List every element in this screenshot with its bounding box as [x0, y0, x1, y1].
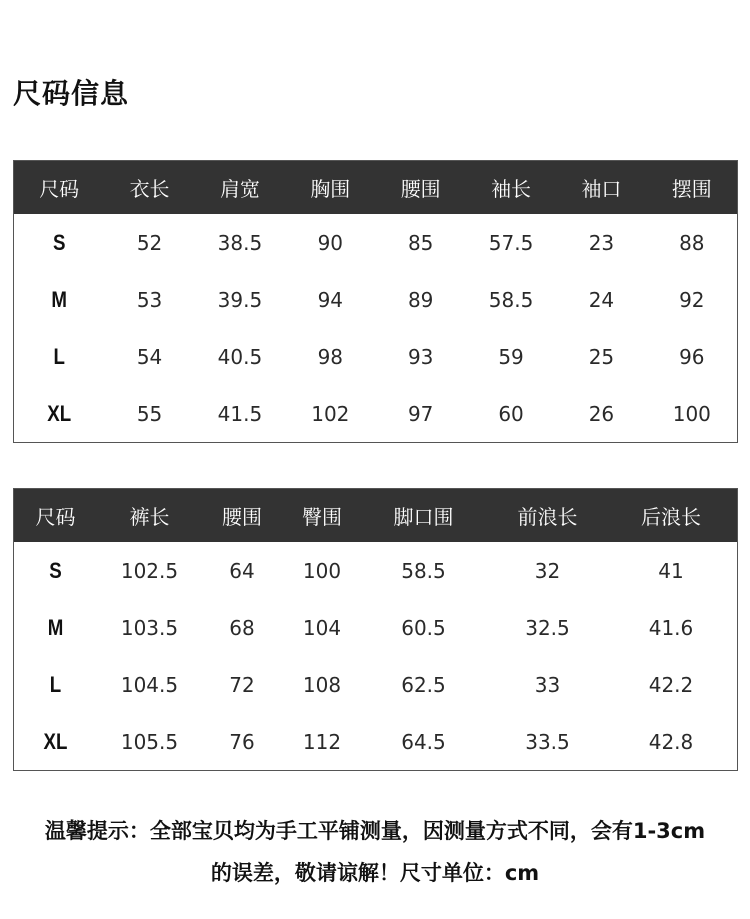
column-header: 尺码 [35, 505, 76, 529]
column-header: 肩宽 [219, 177, 260, 201]
table-cell: 103.5 [120, 615, 179, 640]
column-header: 脚口围 [393, 505, 454, 529]
table-cell: 92 [679, 287, 705, 312]
table-cell: 85 [407, 230, 434, 255]
table-cell: 42.2 [648, 672, 694, 697]
table-cell: 52 [136, 230, 163, 255]
table-cell: 104.5 [120, 672, 179, 697]
table-cell: 32.5 [525, 615, 570, 640]
table-cell: 102 [311, 401, 350, 426]
table-cell: 104 [302, 615, 342, 640]
table-row [14, 713, 737, 770]
table-cell: 54 [136, 344, 163, 369]
table-cell: 62.5 [401, 672, 446, 697]
table-cell: 41.6 [648, 615, 694, 640]
table-cell: 58.5 [401, 558, 446, 583]
table-cell: 96 [679, 344, 705, 369]
table-cell: 76 [229, 729, 255, 754]
table-row [14, 599, 737, 656]
column-header: 衣长 [129, 177, 170, 201]
table-cell: 108 [302, 672, 342, 697]
table-cell: 88 [679, 230, 705, 255]
note-line-1: 温馨提示：全部宝贝均为手工平铺测量，因测量方式不同，会有1-3cm [44, 819, 706, 843]
table-header-row [14, 489, 737, 542]
table-cell: 100 [672, 401, 711, 426]
table-row [14, 656, 737, 713]
table-cell: 41 [658, 558, 684, 583]
table-cell: 39.5 [217, 287, 263, 312]
table-cell: 64 [229, 558, 255, 583]
column-header: 腰围 [222, 505, 262, 529]
table-cell: 40.5 [217, 344, 263, 369]
table-cell: 98 [317, 344, 344, 369]
table-cell: 90 [317, 230, 344, 255]
column-header: 袖长 [491, 177, 532, 201]
table-cell: 60.5 [401, 615, 446, 640]
column-header: 裤长 [129, 505, 170, 529]
size-label: S [52, 229, 66, 255]
size-label: M [47, 614, 64, 640]
table-cell: 53 [136, 287, 163, 312]
table-row [14, 271, 737, 328]
table-cell: 60 [498, 401, 524, 426]
bottom-size-table [13, 488, 738, 771]
table-cell: 100 [302, 558, 342, 583]
table-cell: 94 [317, 287, 344, 312]
table-cell: 38.5 [217, 230, 263, 255]
size-label: S [49, 557, 62, 583]
table-cell: 68 [229, 615, 255, 640]
table-row [14, 328, 737, 385]
table-cell: 41.5 [217, 401, 263, 426]
table-cell: 58.5 [488, 287, 534, 312]
table-row [14, 214, 737, 271]
table-row [14, 385, 737, 442]
table-cell: 112 [302, 729, 342, 754]
column-header: 摆围 [671, 177, 712, 201]
table-header-row [14, 161, 737, 214]
table-cell: 59 [498, 344, 524, 369]
table-cell: 97 [407, 401, 434, 426]
table-cell: 55 [136, 401, 163, 426]
note-line-2: 的误差，敬请谅解！尺寸单位：cm [210, 861, 540, 885]
page-title: 尺码信息 [13, 77, 130, 110]
size-label: M [51, 286, 67, 312]
table-cell: 42.8 [648, 729, 694, 754]
table-cell: 33.5 [525, 729, 570, 754]
size-label: L [53, 343, 65, 369]
table-cell: 26 [588, 401, 615, 426]
table-cell: 93 [407, 344, 434, 369]
column-header: 胸围 [310, 177, 351, 201]
table-cell: 32 [534, 558, 561, 583]
table-cell: 102.5 [120, 558, 179, 583]
size-label: XL [47, 400, 72, 426]
column-header: 后浪长 [641, 505, 701, 529]
size-label: XL [43, 728, 68, 754]
column-header: 臀围 [302, 505, 342, 529]
table-cell: 64.5 [401, 729, 446, 754]
table-row [14, 542, 737, 599]
table-cell: 89 [407, 287, 434, 312]
column-header: 腰围 [400, 177, 441, 201]
column-header: 前浪长 [517, 505, 578, 529]
table-cell: 25 [588, 344, 615, 369]
table-cell: 105.5 [120, 729, 179, 754]
table-cell: 33 [534, 672, 561, 697]
column-header: 尺码 [39, 177, 80, 201]
table-cell: 72 [229, 672, 255, 697]
table-cell: 24 [588, 287, 615, 312]
table-cell: 23 [588, 230, 615, 255]
column-header: 袖口 [581, 177, 622, 201]
size-label: L [49, 671, 62, 697]
top-size-table [13, 160, 738, 443]
table-cell: 57.5 [488, 230, 534, 255]
